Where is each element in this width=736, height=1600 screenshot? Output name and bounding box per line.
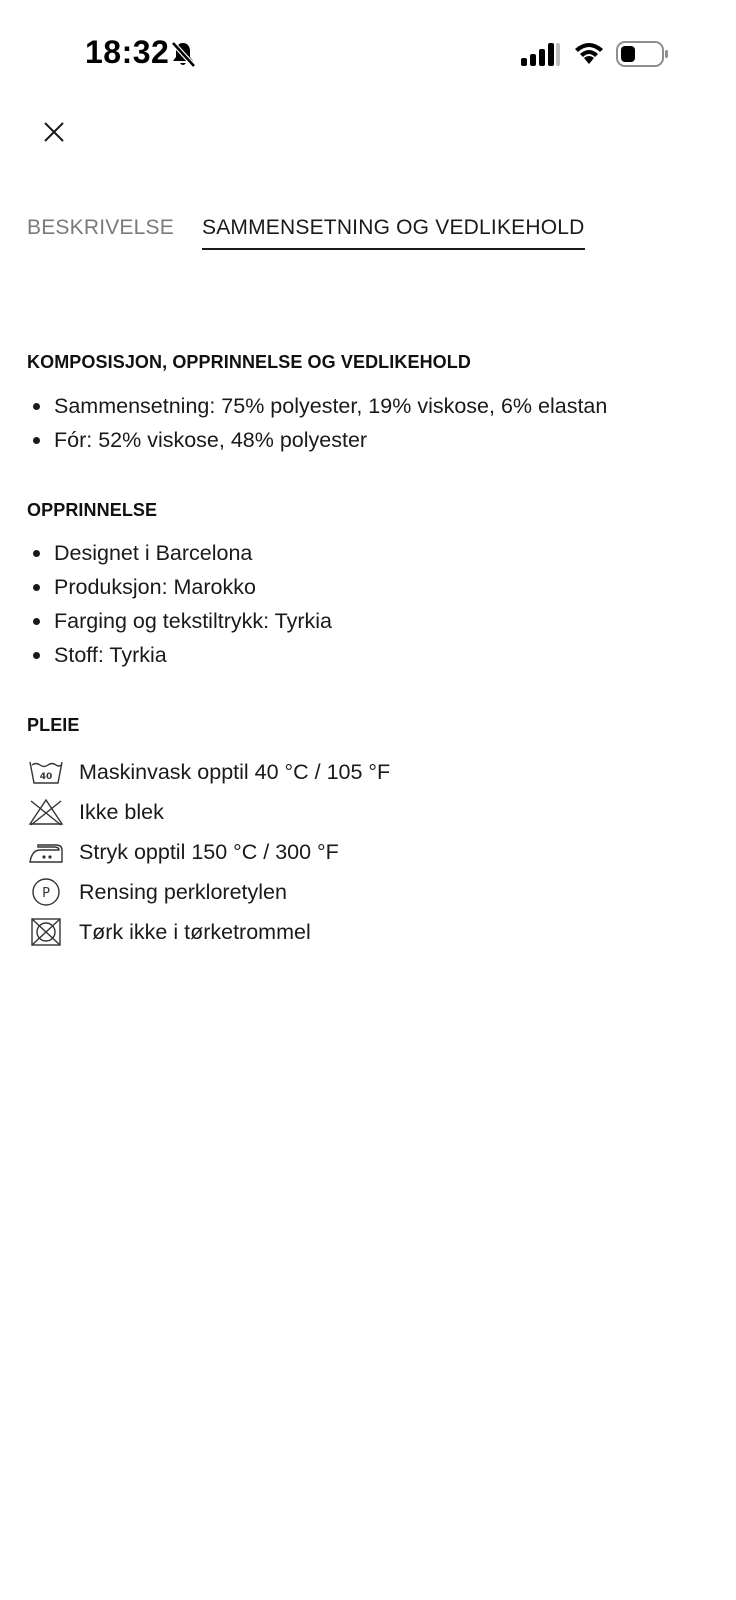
care-item-iron: [27, 832, 390, 872]
list-item: Fór: 52% viskose, 48% polyester: [27, 423, 607, 457]
care-text: Stryk opptil 150 °C / 300 °F: [79, 839, 339, 864]
iron-two-dots-icon: [27, 835, 65, 869]
tab-composition-care[interactable]: SAMMENSETNING OG VEDLIKEHOLD: [202, 216, 585, 250]
composition-list: [27, 389, 607, 457]
list-item: Farging og tekstiltrykk: Tyrkia: [27, 604, 332, 638]
care-text: Ikke blek: [79, 799, 164, 824]
list-item: Sammensetning: 75% polyester, 19% viskose, 6% elastan: [27, 389, 607, 423]
care-item-tumble: [27, 912, 390, 952]
cellular-signal-icon: [521, 42, 561, 73]
no-bleach-icon: [27, 795, 65, 829]
care-text: Tørk ikke i tørketrommel: [79, 919, 311, 944]
tab-description[interactable]: BESKRIVELSE: [27, 216, 174, 239]
close-button[interactable]: [38, 116, 70, 148]
list-item: Designet i Barcelona: [27, 536, 332, 570]
origin-list: [27, 536, 332, 672]
tab-bar: [27, 216, 717, 256]
status-bar: [0, 0, 736, 110]
svg-text:P: P: [42, 886, 50, 901]
battery-icon: [616, 40, 670, 73]
care-item-bleach: [27, 792, 390, 832]
status-time: 18:32: [85, 34, 170, 70]
list-item: Produksjon: Marokko: [27, 570, 332, 604]
svg-text:40: 40: [39, 772, 53, 782]
section-title-origin: OPPRINNELSE: [27, 500, 158, 520]
bell-muted-icon: [170, 40, 196, 73]
no-tumble-dry-icon: [27, 915, 65, 949]
wifi-icon: [572, 40, 606, 71]
wash-40-icon: [27, 755, 65, 789]
close-icon: [38, 116, 70, 148]
section-title-composition: KOMPOSISJON, OPPRINNELSE OG VEDLIKEHOLD: [27, 352, 471, 372]
list-item: Stoff: Tyrkia: [27, 638, 332, 672]
care-item-dryclean: [27, 872, 390, 912]
care-text: Rensing perkloretylen: [79, 879, 287, 904]
care-list: [27, 752, 390, 952]
care-item-wash: [27, 752, 390, 792]
dry-clean-p-icon: [27, 875, 65, 909]
section-title-care: PLEIE: [27, 715, 80, 735]
care-text: Maskinvask opptil 40 °C / 105 °F: [79, 759, 391, 784]
